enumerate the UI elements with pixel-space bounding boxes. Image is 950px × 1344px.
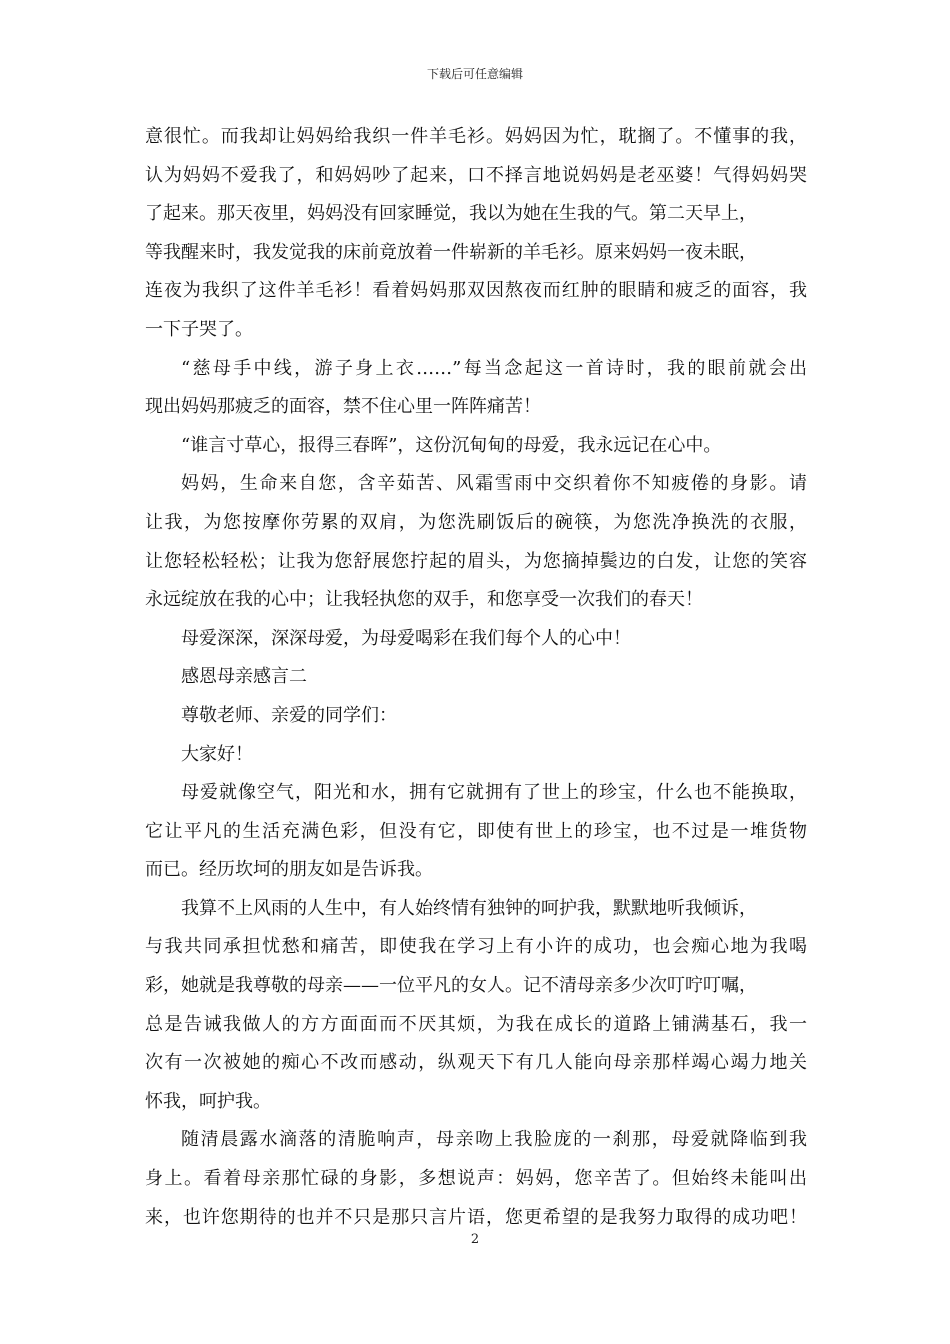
text-line: 永远绽放在我的心中；让我轻执您的双手，和您享受一次我们的春天！ [145, 589, 703, 611]
text-line: 认为妈妈不爱我了，和妈妈吵了起来，口不择言地说妈妈是老巫婆！气得妈妈哭 [145, 164, 807, 186]
text-line: 次有一次被她的痴心不改而感动，纵观天下有几人能向母亲那样竭心竭力地关 [145, 1052, 807, 1074]
text-line: 彩，她就是我尊敬的母亲——一位平凡的女人。记不清母亲多少次叮咛叮嘱， [145, 975, 757, 997]
text-line: 与我共同承担忧愁和痛苦，即使我在学习上有小许的成功，也会痴心地为我喝 [145, 936, 807, 958]
text-line: 总是告诫我做人的方方面面而不厌其烦，为我在成长的道路上铺满基石，我一 [145, 1013, 807, 1035]
text-line: 尊敬老师、亲爱的同学们： [181, 704, 397, 726]
text-line: 母爱就像空气，阳光和水，拥有它就拥有了世上的珍宝，什么也不能换取， [181, 782, 807, 804]
text-line: 妈妈，生命来自您，含辛茹苦、风霜雪雨中交织着你不知疲倦的身影。请 [181, 473, 807, 495]
text-line: 怀我，呵护我。 [145, 1090, 271, 1112]
text-line: “慈母手中线，游子身上衣……”每当念起这一首诗时，我的眼前就会出 [181, 357, 807, 379]
text-line: 意很忙。而我却让妈妈给我织一件羊毛衫。妈妈因为忙，耽搁了。不懂事的我， [145, 126, 807, 147]
text-line: 而已。经历坎坷的朋友如是告诉我。 [145, 859, 433, 881]
text-line: 让我，为您按摩你劳累的双肩，为您洗刷饭后的碗筷，为您洗净换洗的衣服， [145, 511, 807, 533]
text-line: 来，也许您期待的也并不只是那只言片语，您更希望的是我努力取得的成功吧！ [145, 1206, 807, 1228]
text-line: 让您轻松轻松；让我为您舒展您拧起的眉头，为您摘掉鬓边的白发，让您的笑容 [145, 550, 807, 572]
text-line: 身上。看着母亲那忙碌的身影，多想说声：妈妈，您辛苦了。但始终未能叫出 [145, 1168, 807, 1190]
text-line: 等我醒来时，我发觉我的床前竟放着一件崭新的羊毛衫。原来妈妈一夜未眠， [145, 241, 757, 263]
text-line: 随清晨露水滴落的清脆响声，母亲吻上我脸庞的一刹那，母爱就降临到我 [181, 1129, 807, 1151]
text-line: 我算不上风雨的人生中，有人始终情有独钟的呵护我，默默地听我倾诉， [181, 897, 757, 919]
text-line: 它让平凡的生活充满色彩，但没有它，即使有世上的珍宝，也不过是一堆货物 [145, 820, 807, 842]
text-line: “谁言寸草心，报得三春晖”，这份沉甸甸的母爱，我永远记在心中。 [181, 434, 722, 456]
text-line: 现出妈妈那疲乏的面容，禁不住心里一阵阵痛苦！ [145, 396, 541, 418]
text-line: 连夜为我织了这件羊毛衫！看着妈妈那双因熬夜而红肿的眼睛和疲乏的面容，我 [145, 280, 807, 302]
text-line: 母爱深深，深深母爱，为母爱喝彩在我们每个人的心中！ [181, 627, 631, 649]
body-text [145, 118, 807, 1237]
page-number: 2 [470, 1232, 480, 1247]
text-line: 了起来。那天夜里，妈妈没有回家睡觉，我以为她在生我的气。第二天早上， [145, 203, 757, 225]
text-line: 一下子哭了。 [145, 318, 253, 340]
text-line: 感恩母亲感言二 [181, 666, 307, 688]
text-line: 大家好！ [181, 743, 253, 765]
page-header: 下载后可任意编辑 [426, 67, 523, 81]
